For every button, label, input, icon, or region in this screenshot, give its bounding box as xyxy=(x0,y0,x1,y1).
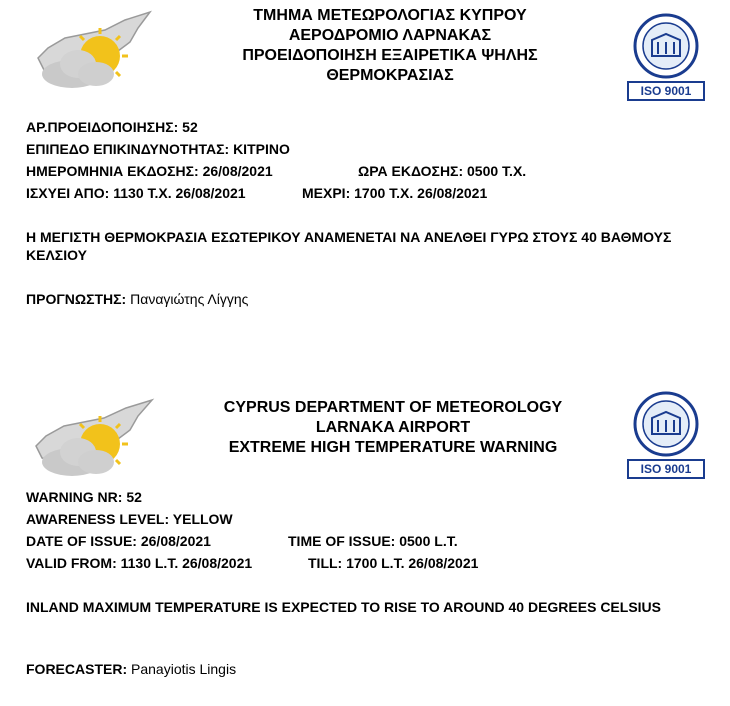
greek-warning-section xyxy=(0,0,730,330)
greek-forecaster-label: ΠΡΟΓΝΩΣΤΗΣ: xyxy=(26,291,127,307)
greek-title-line-2: ΑΕΡΟΔΡΟΜΙΟ ΛΑΡΝΑΚΑΣ xyxy=(288,27,492,44)
english-message: INLAND MAXIMUM TEMPERATURE IS EXPECTED TO RISE TO AROUND 40 DEGREES CELSIUS xyxy=(26,599,661,615)
weather-cyprus-logo-icon xyxy=(28,396,156,481)
greek-forecaster-name: Παναγιώτης Λίγγης xyxy=(130,291,249,307)
greek-title xyxy=(160,6,620,86)
greek-date-of-issue: ΗΜΕΡΟΜΗΝΙΑ ΕΚΔΟΣΗΣ: 26/08/2021 xyxy=(26,163,273,179)
weather-cyprus-logo-icon xyxy=(30,8,155,93)
english-forecaster-name: Panayiotis Lingis xyxy=(131,661,237,677)
english-warning-section xyxy=(0,390,730,700)
english-time-of-issue: TIME OF ISSUE: 0500 L.T. xyxy=(288,533,458,549)
english-awareness-level: AWARENESS LEVEL: YELLOW xyxy=(26,511,233,527)
english-warning-nr: WARNING NR: 52 xyxy=(26,489,142,505)
greek-title-line-4: ΘΕΡΜΟΚΡΑΣΙΑΣ xyxy=(326,67,454,84)
iso-badge-label: ISO 9001 xyxy=(640,84,692,98)
iso-certification-icon xyxy=(618,12,714,102)
iso-badge-label: ISO 9001 xyxy=(640,462,692,476)
english-forecaster-label: FORECASTER: xyxy=(26,661,128,677)
english-title xyxy=(160,398,626,458)
english-forecaster xyxy=(26,660,236,678)
iso-certification-icon xyxy=(618,390,714,480)
english-title-line-2: LARNAKA AIRPORT xyxy=(315,419,471,436)
greek-title-line-1: ΤΜΗΜΑ ΜΕΤΕΩΡΟΛΟΓΙΑΣ ΚΥΠΡΟΥ xyxy=(253,7,527,24)
english-date-of-issue: DATE OF ISSUE: 26/08/2021 xyxy=(26,533,211,549)
greek-awareness-level: ΕΠΙΠΕΔΟ ΕΠΙΚΙΝΔΥΝΟΤΗΤΑΣ: ΚΙΤΡΙΝΟ xyxy=(26,141,290,157)
greek-time-of-issue: ΩΡΑ ΕΚΔΟΣΗΣ: 0500 Τ.Χ. xyxy=(358,163,527,179)
english-till: TILL: 1700 L.T. 26/08/2021 xyxy=(308,555,479,571)
english-title-line-1: CYPRUS DEPARTMENT OF METEOROLOGY xyxy=(223,399,563,416)
english-valid-from: VALID FROM: 1130 L.T. 26/08/2021 xyxy=(26,555,253,571)
greek-title-line-3: ΠΡΟΕΙΔΟΠΟΙΗΣΗ ΕΞΑΙΡΕΤΙΚΑ ΨΗΛΗΣ xyxy=(242,47,538,64)
english-title-line-3: EXTREME HIGH TEMPERATURE WARNING xyxy=(228,439,558,456)
greek-valid-from: ΙΣΧΥΕΙ ΑΠΟ: 1130 Τ.Χ. 26/08/2021 xyxy=(26,185,246,201)
greek-till: ΜΕΧΡΙ: 1700 Τ.Χ. 26/08/2021 xyxy=(302,185,488,201)
greek-warning-nr: ΑΡ.ΠΡΟΕΙΔΟΠΟΙΗΣΗΣ: 52 xyxy=(26,119,198,135)
greek-message: Η ΜΕΓΙΣΤΗ ΘΕΡΜΟΚΡΑΣΙΑ ΕΣΩΤΕΡΙΚΟΥ ΑΝΑΜΕΝΕΤΑΙ ΝΑ ΑΝΕΛΘΕΙ ΓΥΡΩ ΣΤΟΥΣ 40 ΒΑΘΜΟΥΣ ΚΕΛΣΙΟΥ xyxy=(26,229,672,263)
greek-forecaster xyxy=(26,290,248,308)
